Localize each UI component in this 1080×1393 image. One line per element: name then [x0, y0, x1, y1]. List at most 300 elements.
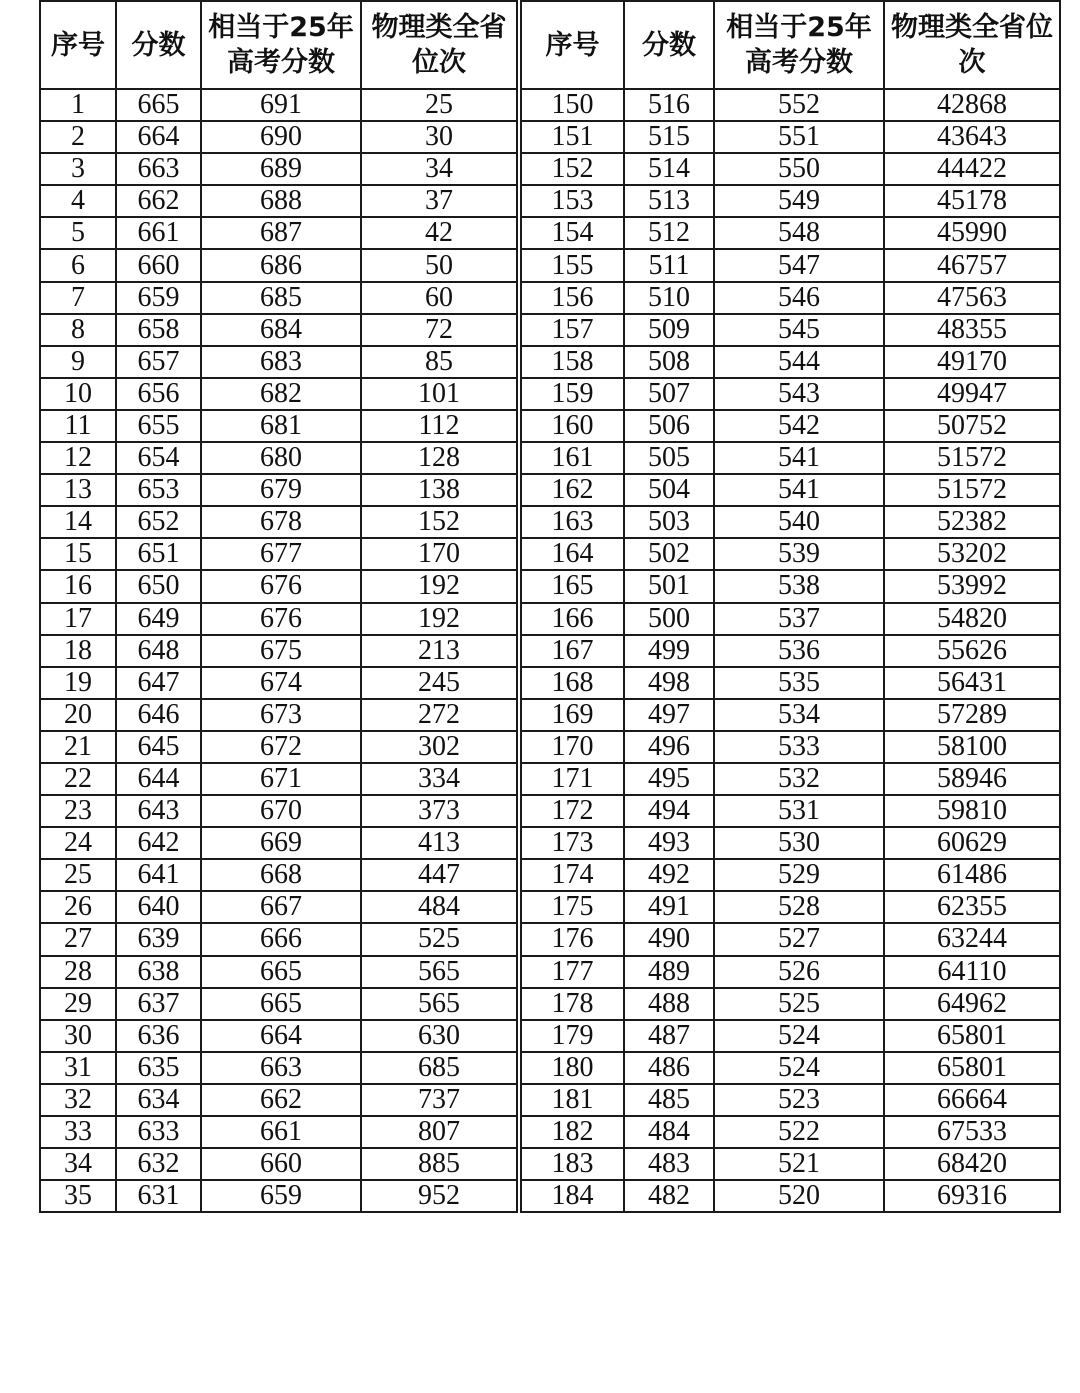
cell-rank-right: 53202: [884, 538, 1060, 570]
table-row: [40, 956, 1060, 988]
cell-rank-right: 48355: [884, 314, 1060, 346]
cell-score-right: 489: [624, 956, 714, 988]
cell-rank-left: 72: [361, 314, 519, 346]
cell-rank-left: 42: [361, 217, 519, 249]
cell-rank-left: 34: [361, 153, 519, 185]
cell-rank-left: 525: [361, 923, 519, 955]
cell-rank-left: 373: [361, 795, 519, 827]
cell-rank-left: 128: [361, 442, 519, 474]
cell-rank-left: 334: [361, 763, 519, 795]
table-row: [40, 763, 1060, 795]
table-row: [40, 89, 1060, 121]
cell-index-right: 173: [519, 827, 624, 859]
cell-rank-right: 69316: [884, 1180, 1060, 1212]
cell-score-right: 507: [624, 378, 714, 410]
cell-equivalent-score-left: 663: [201, 1052, 361, 1084]
cell-rank-right: 64962: [884, 988, 1060, 1020]
cell-equivalent-score-left: 675: [201, 635, 361, 667]
cell-rank-left: 85: [361, 346, 519, 378]
cell-index-right: 168: [519, 667, 624, 699]
cell-equivalent-score-left: 677: [201, 538, 361, 570]
table-row: [40, 121, 1060, 153]
cell-equivalent-score-right: 529: [714, 859, 884, 891]
cell-rank-right: 64110: [884, 956, 1060, 988]
cell-rank-left: 112: [361, 410, 519, 442]
score-conversion-table: [39, 0, 1061, 1213]
cell-score-left: 654: [116, 442, 201, 474]
cell-score-left: 661: [116, 217, 201, 249]
cell-score-right: 495: [624, 763, 714, 795]
cell-rank-right: 67533: [884, 1116, 1060, 1148]
cell-score-right: 503: [624, 506, 714, 538]
cell-equivalent-score-left: 661: [201, 1116, 361, 1148]
cell-index-left: 6: [40, 249, 116, 281]
cell-equivalent-score-right: 541: [714, 474, 884, 506]
cell-rank-left: 152: [361, 506, 519, 538]
table-row: [40, 538, 1060, 570]
cell-equivalent-score-right: 552: [714, 89, 884, 121]
cell-equivalent-score-left: 685: [201, 282, 361, 314]
table-row: [40, 667, 1060, 699]
cell-index-right: 163: [519, 506, 624, 538]
cell-equivalent-score-left: 687: [201, 217, 361, 249]
cell-equivalent-score-left: 665: [201, 988, 361, 1020]
cell-equivalent-score-left: 672: [201, 731, 361, 763]
cell-score-right: 498: [624, 667, 714, 699]
cell-equivalent-score-right: 531: [714, 795, 884, 827]
cell-rank-left: 138: [361, 474, 519, 506]
cell-index-right: 169: [519, 699, 624, 731]
cell-equivalent-score-left: 683: [201, 346, 361, 378]
cell-score-right: 488: [624, 988, 714, 1020]
cell-score-right: 513: [624, 185, 714, 217]
cell-index-right: 160: [519, 410, 624, 442]
cell-score-left: 638: [116, 956, 201, 988]
table-row: [40, 699, 1060, 731]
cell-rank-left: 484: [361, 891, 519, 923]
cell-index-left: 9: [40, 346, 116, 378]
header-score-left: 分数: [116, 1, 201, 89]
cell-score-left: 643: [116, 795, 201, 827]
cell-index-right: 157: [519, 314, 624, 346]
cell-equivalent-score-right: 530: [714, 827, 884, 859]
cell-equivalent-score-left: 682: [201, 378, 361, 410]
cell-equivalent-score-left: 681: [201, 410, 361, 442]
cell-index-left: 30: [40, 1020, 116, 1052]
cell-rank-right: 46757: [884, 249, 1060, 281]
cell-index-left: 4: [40, 185, 116, 217]
cell-rank-right: 57289: [884, 699, 1060, 731]
cell-rank-left: 245: [361, 667, 519, 699]
cell-index-right: 166: [519, 603, 624, 635]
cell-index-right: 172: [519, 795, 624, 827]
cell-score-right: 501: [624, 570, 714, 602]
cell-rank-right: 49947: [884, 378, 1060, 410]
cell-rank-right: 68420: [884, 1148, 1060, 1180]
cell-index-left: 29: [40, 988, 116, 1020]
cell-index-right: 175: [519, 891, 624, 923]
cell-rank-left: 101: [361, 378, 519, 410]
cell-rank-right: 45178: [884, 185, 1060, 217]
table-row: [40, 795, 1060, 827]
cell-equivalent-score-left: 689: [201, 153, 361, 185]
cell-score-right: 500: [624, 603, 714, 635]
cell-rank-right: 53992: [884, 570, 1060, 602]
cell-index-right: 164: [519, 538, 624, 570]
table-header: [40, 1, 1060, 89]
cell-rank-right: 50752: [884, 410, 1060, 442]
cell-score-left: 642: [116, 827, 201, 859]
cell-rank-left: 170: [361, 538, 519, 570]
cell-rank-right: 65801: [884, 1052, 1060, 1084]
cell-index-right: 156: [519, 282, 624, 314]
header-score-right: 分数: [624, 1, 714, 89]
cell-index-right: 184: [519, 1180, 624, 1212]
cell-rank-left: 30: [361, 121, 519, 153]
cell-rank-left: 302: [361, 731, 519, 763]
cell-score-left: 657: [116, 346, 201, 378]
cell-rank-right: 42868: [884, 89, 1060, 121]
cell-index-right: 176: [519, 923, 624, 955]
cell-rank-left: 885: [361, 1148, 519, 1180]
cell-score-left: 652: [116, 506, 201, 538]
cell-index-right: 183: [519, 1148, 624, 1180]
cell-index-left: 8: [40, 314, 116, 346]
cell-score-left: 663: [116, 153, 201, 185]
cell-score-right: 514: [624, 153, 714, 185]
cell-index-right: 182: [519, 1116, 624, 1148]
cell-equivalent-score-right: 544: [714, 346, 884, 378]
table-row: [40, 282, 1060, 314]
table-row: [40, 346, 1060, 378]
cell-equivalent-score-right: 524: [714, 1020, 884, 1052]
cell-equivalent-score-right: 520: [714, 1180, 884, 1212]
cell-index-left: 23: [40, 795, 116, 827]
cell-rank-left: 685: [361, 1052, 519, 1084]
cell-index-left: 31: [40, 1052, 116, 1084]
cell-score-left: 646: [116, 699, 201, 731]
cell-equivalent-score-left: 660: [201, 1148, 361, 1180]
cell-index-left: 11: [40, 410, 116, 442]
cell-score-left: 645: [116, 731, 201, 763]
header-row: [40, 1, 1060, 89]
cell-index-left: 12: [40, 442, 116, 474]
cell-rank-right: 58946: [884, 763, 1060, 795]
cell-index-right: 174: [519, 859, 624, 891]
cell-score-right: 490: [624, 923, 714, 955]
table-row: [40, 1052, 1060, 1084]
cell-rank-right: 49170: [884, 346, 1060, 378]
cell-rank-left: 807: [361, 1116, 519, 1148]
header-rank-right: 物理类全省位次: [884, 1, 1060, 89]
table-row: [40, 410, 1060, 442]
cell-equivalent-score-right: 532: [714, 763, 884, 795]
cell-score-left: 644: [116, 763, 201, 795]
cell-index-right: 178: [519, 988, 624, 1020]
cell-index-left: 34: [40, 1148, 116, 1180]
cell-rank-left: 565: [361, 956, 519, 988]
cell-score-right: 482: [624, 1180, 714, 1212]
cell-rank-right: 55626: [884, 635, 1060, 667]
cell-index-left: 1: [40, 89, 116, 121]
cell-index-right: 153: [519, 185, 624, 217]
cell-equivalent-score-right: 543: [714, 378, 884, 410]
cell-rank-right: 63244: [884, 923, 1060, 955]
cell-rank-right: 45990: [884, 217, 1060, 249]
cell-equivalent-score-right: 521: [714, 1148, 884, 1180]
cell-equivalent-score-left: 666: [201, 923, 361, 955]
cell-rank-right: 66664: [884, 1084, 1060, 1116]
cell-score-right: 502: [624, 538, 714, 570]
cell-rank-right: 44422: [884, 153, 1060, 185]
cell-equivalent-score-left: 678: [201, 506, 361, 538]
cell-score-left: 658: [116, 314, 201, 346]
cell-rank-right: 51572: [884, 442, 1060, 474]
table-row: [40, 314, 1060, 346]
cell-rank-left: 25: [361, 89, 519, 121]
cell-equivalent-score-right: 523: [714, 1084, 884, 1116]
cell-score-right: 486: [624, 1052, 714, 1084]
cell-rank-left: 737: [361, 1084, 519, 1116]
table-row: [40, 217, 1060, 249]
cell-index-left: 22: [40, 763, 116, 795]
header-equivalent-score-right: 相当于25年高考分数: [714, 1, 884, 89]
cell-equivalent-score-right: 540: [714, 506, 884, 538]
table-row: [40, 603, 1060, 635]
cell-index-left: 27: [40, 923, 116, 955]
table-body: [40, 89, 1060, 1212]
cell-equivalent-score-left: 667: [201, 891, 361, 923]
table-row: [40, 474, 1060, 506]
cell-score-left: 660: [116, 249, 201, 281]
cell-rank-left: 37: [361, 185, 519, 217]
cell-index-right: 181: [519, 1084, 624, 1116]
cell-score-right: 509: [624, 314, 714, 346]
cell-index-left: 18: [40, 635, 116, 667]
cell-equivalent-score-left: 673: [201, 699, 361, 731]
cell-equivalent-score-left: 676: [201, 570, 361, 602]
cell-equivalent-score-right: 525: [714, 988, 884, 1020]
cell-equivalent-score-left: 670: [201, 795, 361, 827]
cell-index-right: 154: [519, 217, 624, 249]
cell-index-left: 14: [40, 506, 116, 538]
cell-index-left: 35: [40, 1180, 116, 1212]
cell-equivalent-score-left: 668: [201, 859, 361, 891]
cell-index-left: 13: [40, 474, 116, 506]
cell-rank-left: 565: [361, 988, 519, 1020]
cell-equivalent-score-left: 676: [201, 603, 361, 635]
header-equivalent-score-left: 相当于25年高考分数: [201, 1, 361, 89]
cell-rank-right: 47563: [884, 282, 1060, 314]
cell-equivalent-score-right: 539: [714, 538, 884, 570]
table-row: [40, 731, 1060, 763]
cell-index-left: 7: [40, 282, 116, 314]
cell-index-left: 33: [40, 1116, 116, 1148]
cell-equivalent-score-right: 537: [714, 603, 884, 635]
table-row: [40, 185, 1060, 217]
header-rank-left: 物理类全省位次: [361, 1, 519, 89]
cell-equivalent-score-left: 659: [201, 1180, 361, 1212]
cell-index-right: 171: [519, 763, 624, 795]
cell-score-left: 633: [116, 1116, 201, 1148]
cell-score-left: 639: [116, 923, 201, 955]
cell-equivalent-score-right: 528: [714, 891, 884, 923]
table-row: [40, 827, 1060, 859]
cell-index-right: 150: [519, 89, 624, 121]
cell-equivalent-score-left: 680: [201, 442, 361, 474]
cell-score-right: 483: [624, 1148, 714, 1180]
cell-rank-right: 59810: [884, 795, 1060, 827]
cell-index-right: 165: [519, 570, 624, 602]
cell-score-right: 497: [624, 699, 714, 731]
cell-rank-right: 54820: [884, 603, 1060, 635]
cell-equivalent-score-right: 524: [714, 1052, 884, 1084]
table-row: [40, 506, 1060, 538]
cell-rank-right: 65801: [884, 1020, 1060, 1052]
cell-equivalent-score-left: 665: [201, 956, 361, 988]
cell-index-left: 10: [40, 378, 116, 410]
cell-rank-left: 413: [361, 827, 519, 859]
cell-equivalent-score-left: 688: [201, 185, 361, 217]
cell-score-right: 484: [624, 1116, 714, 1148]
cell-score-left: 665: [116, 89, 201, 121]
cell-score-left: 631: [116, 1180, 201, 1212]
cell-score-right: 506: [624, 410, 714, 442]
score-table-container: [39, 0, 1059, 1213]
cell-index-left: 15: [40, 538, 116, 570]
cell-score-right: 512: [624, 217, 714, 249]
cell-index-right: 159: [519, 378, 624, 410]
cell-score-right: 515: [624, 121, 714, 153]
cell-index-right: 167: [519, 635, 624, 667]
cell-index-right: 177: [519, 956, 624, 988]
cell-score-left: 664: [116, 121, 201, 153]
cell-score-right: 516: [624, 89, 714, 121]
cell-rank-right: 60629: [884, 827, 1060, 859]
cell-score-left: 656: [116, 378, 201, 410]
cell-equivalent-score-right: 538: [714, 570, 884, 602]
cell-equivalent-score-left: 669: [201, 827, 361, 859]
cell-rank-left: 192: [361, 603, 519, 635]
cell-equivalent-score-right: 526: [714, 956, 884, 988]
cell-equivalent-score-right: 547: [714, 249, 884, 281]
cell-index-right: 179: [519, 1020, 624, 1052]
cell-equivalent-score-right: 548: [714, 217, 884, 249]
cell-rank-left: 192: [361, 570, 519, 602]
cell-score-left: 653: [116, 474, 201, 506]
cell-index-left: 5: [40, 217, 116, 249]
cell-score-right: 510: [624, 282, 714, 314]
table-row: [40, 1116, 1060, 1148]
cell-rank-left: 213: [361, 635, 519, 667]
cell-rank-right: 51572: [884, 474, 1060, 506]
cell-equivalent-score-right: 534: [714, 699, 884, 731]
table-row: [40, 249, 1060, 281]
cell-equivalent-score-right: 535: [714, 667, 884, 699]
cell-index-left: 3: [40, 153, 116, 185]
cell-rank-right: 56431: [884, 667, 1060, 699]
cell-index-left: 26: [40, 891, 116, 923]
cell-index-right: 151: [519, 121, 624, 153]
cell-index-left: 25: [40, 859, 116, 891]
table-row: [40, 570, 1060, 602]
cell-score-right: 493: [624, 827, 714, 859]
cell-equivalent-score-left: 662: [201, 1084, 361, 1116]
cell-score-left: 647: [116, 667, 201, 699]
cell-score-right: 504: [624, 474, 714, 506]
table-row: [40, 153, 1060, 185]
cell-rank-right: 58100: [884, 731, 1060, 763]
table-row: [40, 1020, 1060, 1052]
cell-score-right: 492: [624, 859, 714, 891]
cell-equivalent-score-right: 546: [714, 282, 884, 314]
cell-index-right: 161: [519, 442, 624, 474]
cell-index-right: 158: [519, 346, 624, 378]
cell-score-left: 641: [116, 859, 201, 891]
cell-rank-right: 52382: [884, 506, 1060, 538]
cell-equivalent-score-right: 533: [714, 731, 884, 763]
cell-rank-right: 43643: [884, 121, 1060, 153]
cell-rank-right: 61486: [884, 859, 1060, 891]
cell-equivalent-score-left: 674: [201, 667, 361, 699]
cell-index-right: 170: [519, 731, 624, 763]
cell-equivalent-score-right: 550: [714, 153, 884, 185]
cell-equivalent-score-left: 671: [201, 763, 361, 795]
cell-index-right: 162: [519, 474, 624, 506]
cell-equivalent-score-right: 549: [714, 185, 884, 217]
cell-equivalent-score-right: 527: [714, 923, 884, 955]
cell-score-left: 651: [116, 538, 201, 570]
cell-score-left: 659: [116, 282, 201, 314]
cell-rank-left: 952: [361, 1180, 519, 1212]
cell-score-left: 662: [116, 185, 201, 217]
cell-rank-right: 62355: [884, 891, 1060, 923]
cell-equivalent-score-left: 691: [201, 89, 361, 121]
cell-equivalent-score-left: 690: [201, 121, 361, 153]
cell-equivalent-score-left: 686: [201, 249, 361, 281]
cell-rank-left: 630: [361, 1020, 519, 1052]
table-row: [40, 923, 1060, 955]
cell-score-left: 655: [116, 410, 201, 442]
cell-score-left: 635: [116, 1052, 201, 1084]
cell-equivalent-score-right: 522: [714, 1116, 884, 1148]
table-row: [40, 1180, 1060, 1212]
table-row: [40, 1148, 1060, 1180]
table-row: [40, 442, 1060, 474]
header-index-right: 序号: [519, 1, 624, 89]
cell-score-right: 487: [624, 1020, 714, 1052]
table-row: [40, 635, 1060, 667]
cell-equivalent-score-left: 664: [201, 1020, 361, 1052]
cell-equivalent-score-right: 545: [714, 314, 884, 346]
table-row: [40, 378, 1060, 410]
cell-score-right: 485: [624, 1084, 714, 1116]
table-row: [40, 891, 1060, 923]
table-row: [40, 988, 1060, 1020]
cell-index-left: 17: [40, 603, 116, 635]
cell-rank-left: 272: [361, 699, 519, 731]
cell-score-left: 632: [116, 1148, 201, 1180]
cell-score-right: 511: [624, 249, 714, 281]
table-row: [40, 1084, 1060, 1116]
header-index-left: 序号: [40, 1, 116, 89]
cell-rank-left: 60: [361, 282, 519, 314]
cell-index-left: 16: [40, 570, 116, 602]
cell-index-left: 2: [40, 121, 116, 153]
table-row: [40, 859, 1060, 891]
cell-index-right: 155: [519, 249, 624, 281]
cell-equivalent-score-right: 541: [714, 442, 884, 474]
